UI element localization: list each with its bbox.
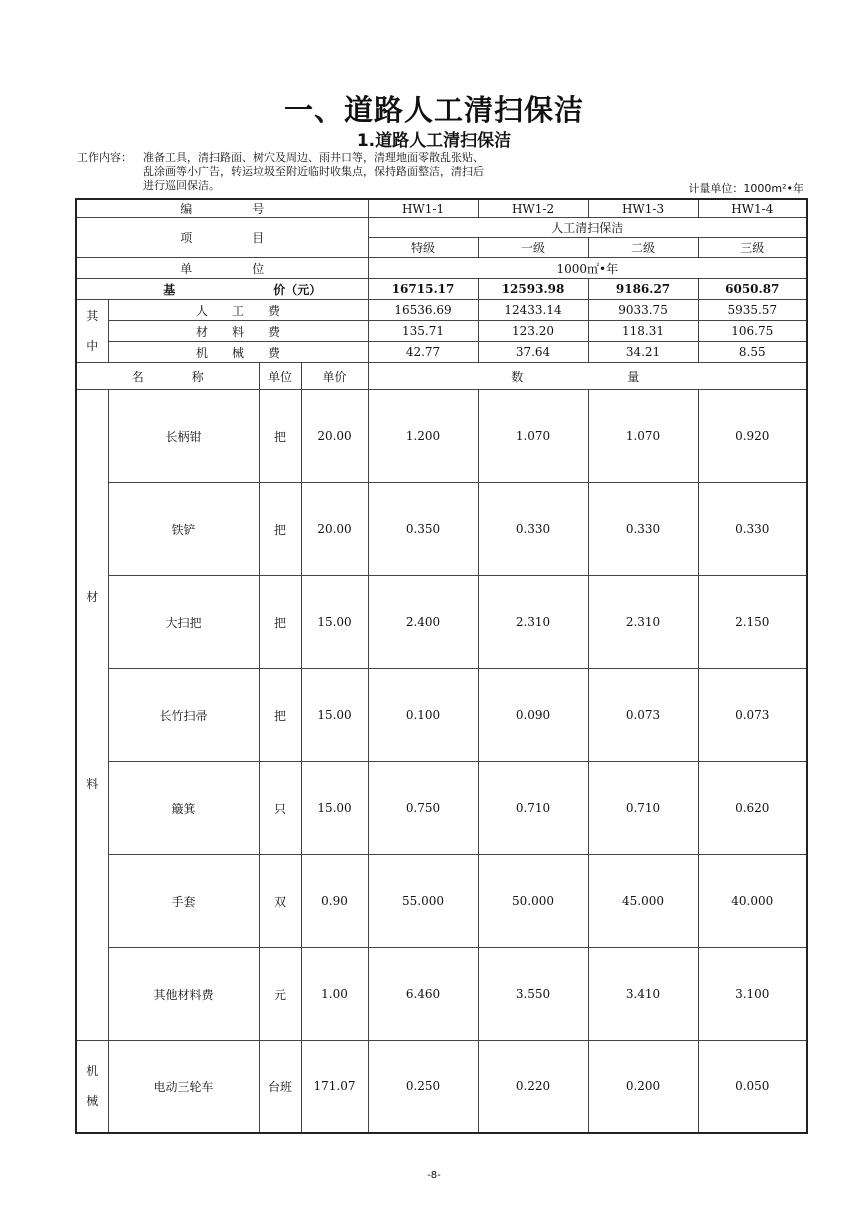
column-header-name: 名 称 xyxy=(76,363,259,390)
breakdown-row-machinery xyxy=(76,342,807,363)
material-qty: 0.090 xyxy=(478,669,588,762)
material-qty: 0.350 xyxy=(368,483,478,576)
machinery-price: 171.07 xyxy=(301,1041,368,1133)
column-header-qty xyxy=(368,363,807,390)
material-name: 长竹扫帚 xyxy=(108,669,259,762)
breakdown-group-label xyxy=(76,300,108,363)
base-price-row xyxy=(76,279,807,300)
material-qty: 0.620 xyxy=(698,762,807,855)
column-header-price: 单价 xyxy=(301,363,368,390)
unit-row xyxy=(76,258,807,279)
material-unit: 双 xyxy=(259,855,301,948)
breakdown-value: 106.75 xyxy=(698,321,807,342)
material-price: 0.90 xyxy=(301,855,368,948)
material-qty: 0.100 xyxy=(368,669,478,762)
work-content-label: 工作内容： xyxy=(77,151,132,164)
material-qty: 0.920 xyxy=(698,390,807,483)
breakdown-value: 8.55 xyxy=(698,342,807,363)
grade-cell: 三级 xyxy=(698,238,807,258)
page-title: 一、道路人工清扫保洁 xyxy=(283,93,584,127)
breakdown-value: 135.71 xyxy=(368,321,478,342)
material-qty: 40.000 xyxy=(698,855,807,948)
material-qty: 2.310 xyxy=(478,576,588,669)
machinery-qty: 0.050 xyxy=(698,1041,807,1133)
item-group: 人工清扫保洁 xyxy=(368,218,807,238)
column-header-qty-left: 数 xyxy=(511,369,524,384)
measure-unit-label: 计量单位：1000m²•年 xyxy=(688,182,804,195)
material-row xyxy=(76,948,807,1041)
material-qty: 2.400 xyxy=(368,576,478,669)
material-row xyxy=(76,576,807,669)
material-unit: 把 xyxy=(259,576,301,669)
breakdown-value: 118.31 xyxy=(588,321,698,342)
breakdown-value: 123.20 xyxy=(478,321,588,342)
material-qty: 45.000 xyxy=(588,855,698,948)
material-qty: 50.000 xyxy=(478,855,588,948)
breakdown-value: 34.21 xyxy=(588,342,698,363)
material-name: 簸箕 xyxy=(108,762,259,855)
work-content-line: 乱涂画等小广告，转运垃圾至附近临时收集点，保持路面整洁，清扫后 xyxy=(143,165,484,178)
base-price-label xyxy=(76,279,368,300)
material-qty: 3.550 xyxy=(478,948,588,1041)
breakdown-row-material xyxy=(76,321,807,342)
grade-cell: 二级 xyxy=(588,238,698,258)
unit-label: 单 位 xyxy=(76,258,368,279)
material-name: 大扫把 xyxy=(108,576,259,669)
material-qty: 3.410 xyxy=(588,948,698,1041)
breakdown-value: 42.77 xyxy=(368,342,478,363)
material-price: 20.00 xyxy=(301,390,368,483)
material-qty: 0.710 xyxy=(588,762,698,855)
code-row xyxy=(76,199,807,218)
breakdown-value: 37.64 xyxy=(478,342,588,363)
breakdown-value: 9033.75 xyxy=(588,300,698,321)
material-qty: 0.330 xyxy=(588,483,698,576)
material-price: 15.00 xyxy=(301,669,368,762)
machinery-row xyxy=(76,1041,807,1133)
material-qty: 55.000 xyxy=(368,855,478,948)
unit-value: 1000㎡•年 xyxy=(368,258,807,279)
base-price-label-left: 基 xyxy=(163,282,176,297)
material-qty: 0.710 xyxy=(478,762,588,855)
code-cell: HW1-3 xyxy=(588,199,698,218)
base-price-label-right: 价（元） xyxy=(273,282,322,297)
section-subtitle: 1.道路人工清扫保洁 xyxy=(356,131,512,151)
machinery-qty: 0.200 xyxy=(588,1041,698,1133)
grade-cell: 一级 xyxy=(478,238,588,258)
code-label: 编 号 xyxy=(76,199,368,218)
material-row xyxy=(76,390,807,483)
breakdown-group-label-1: 其 xyxy=(86,309,99,323)
quota-table xyxy=(75,198,808,1134)
machinery-group-label-1: 机 xyxy=(86,1064,99,1079)
material-price: 15.00 xyxy=(301,576,368,669)
breakdown-group-label-2: 中 xyxy=(86,339,99,353)
material-price: 15.00 xyxy=(301,762,368,855)
material-price: 1.00 xyxy=(301,948,368,1041)
material-unit: 元 xyxy=(259,948,301,1041)
machinery-qty: 0.250 xyxy=(368,1041,478,1133)
material-qty: 1.070 xyxy=(588,390,698,483)
machinery-qty: 0.220 xyxy=(478,1041,588,1133)
material-qty: 1.200 xyxy=(368,390,478,483)
material-unit: 把 xyxy=(259,669,301,762)
material-qty: 0.330 xyxy=(478,483,588,576)
page-number: -8- xyxy=(427,1170,441,1181)
base-price-value: 16715.17 xyxy=(368,279,478,300)
base-price-value: 12593.98 xyxy=(478,279,588,300)
breakdown-label: 材 料 费 xyxy=(108,321,368,342)
material-row xyxy=(76,483,807,576)
work-content-text xyxy=(143,151,583,193)
code-cell: HW1-1 xyxy=(368,199,478,218)
material-group-label xyxy=(76,390,108,1041)
material-name: 手套 xyxy=(108,855,259,948)
code-cell: HW1-2 xyxy=(478,199,588,218)
column-header-unit: 单位 xyxy=(259,363,301,390)
material-unit: 只 xyxy=(259,762,301,855)
material-unit: 把 xyxy=(259,390,301,483)
work-content-line: 进行巡回保洁。 xyxy=(143,179,220,192)
material-qty: 2.310 xyxy=(588,576,698,669)
breakdown-value: 12433.14 xyxy=(478,300,588,321)
breakdown-value: 5935.57 xyxy=(698,300,807,321)
material-qty: 0.073 xyxy=(698,669,807,762)
material-unit: 把 xyxy=(259,483,301,576)
grade-cell: 特级 xyxy=(368,238,478,258)
material-qty: 0.750 xyxy=(368,762,478,855)
work-content-line: 准备工具，清扫路面、树穴及周边、雨井口等，清理地面零散乱张贴、 xyxy=(143,151,484,164)
item-label: 项 目 xyxy=(76,218,368,258)
breakdown-label: 机 械 费 xyxy=(108,342,368,363)
material-row xyxy=(76,762,807,855)
machinery-group-label-2: 械 xyxy=(86,1094,99,1109)
machinery-name: 电动三轮车 xyxy=(108,1041,259,1133)
material-qty: 1.070 xyxy=(478,390,588,483)
breakdown-value: 16536.69 xyxy=(368,300,478,321)
material-name: 长柄钳 xyxy=(108,390,259,483)
material-group-label-2: 料 xyxy=(86,777,99,791)
breakdown-label: 人 工 费 xyxy=(108,300,368,321)
material-row xyxy=(76,855,807,948)
material-qty: 6.460 xyxy=(368,948,478,1041)
column-header-row xyxy=(76,363,807,390)
column-header-qty-right: 量 xyxy=(627,369,640,384)
base-price-value: 6050.87 xyxy=(698,279,807,300)
material-group-label-1: 材 xyxy=(86,590,99,604)
material-qty: 0.073 xyxy=(588,669,698,762)
material-row xyxy=(76,669,807,762)
material-qty: 3.100 xyxy=(698,948,807,1041)
machinery-group-label xyxy=(76,1041,108,1133)
material-name: 其他材料费 xyxy=(108,948,259,1041)
breakdown-row-labor xyxy=(76,300,807,321)
material-name: 铁铲 xyxy=(108,483,259,576)
item-row xyxy=(76,218,807,238)
base-price-value: 9186.27 xyxy=(588,279,698,300)
material-price: 20.00 xyxy=(301,483,368,576)
machinery-unit: 台班 xyxy=(259,1041,301,1133)
code-cell: HW1-4 xyxy=(698,199,807,218)
material-qty: 2.150 xyxy=(698,576,807,669)
material-qty: 0.330 xyxy=(698,483,807,576)
